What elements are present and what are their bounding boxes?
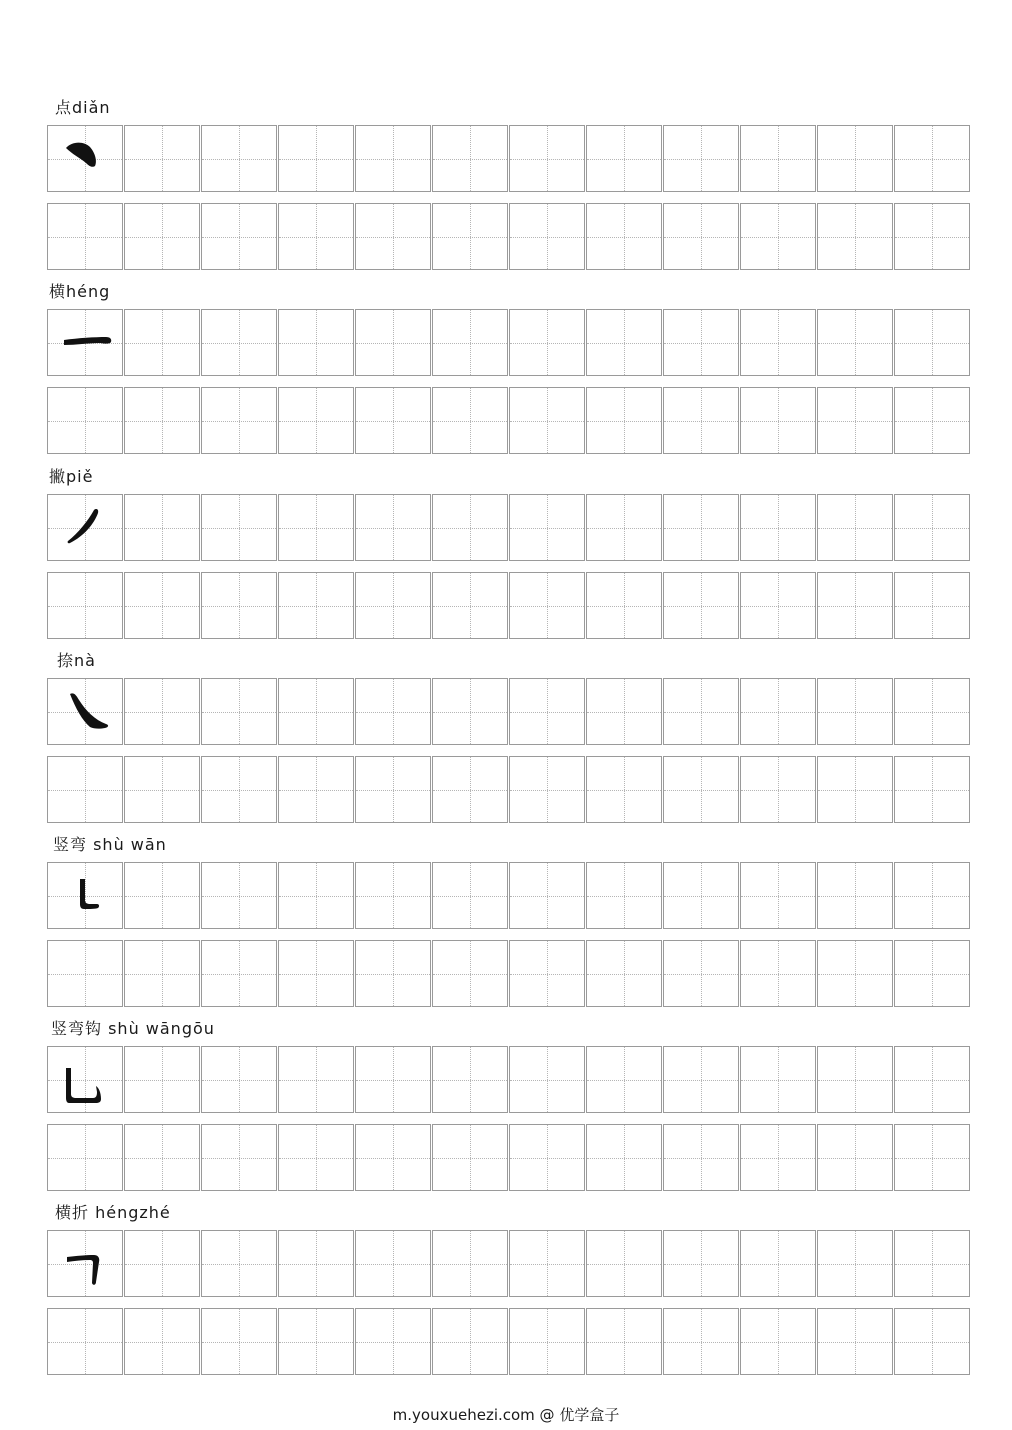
tian-grid-cell[interactable] — [355, 862, 431, 929]
tian-grid-cell[interactable] — [278, 756, 354, 823]
tian-grid-cell[interactable] — [355, 1124, 431, 1191]
tian-grid-cell[interactable] — [278, 125, 354, 192]
tian-grid-cell[interactable] — [124, 756, 200, 823]
tian-grid-cell[interactable] — [740, 125, 816, 192]
tian-grid-cell[interactable] — [663, 1124, 739, 1191]
tian-grid-cell[interactable] — [47, 572, 123, 639]
pie-stroke-icon — [48, 495, 122, 560]
practice-grid-row — [47, 572, 966, 639]
tian-grid-cell[interactable] — [47, 1308, 123, 1375]
tian-grid-cell[interactable] — [586, 203, 662, 270]
tian-grid-cell[interactable] — [817, 309, 893, 376]
tian-grid-cell[interactable] — [124, 940, 200, 1007]
tian-grid-cell[interactable] — [586, 756, 662, 823]
tian-grid-cell[interactable] — [509, 494, 585, 561]
tian-grid-cell[interactable] — [355, 309, 431, 376]
tian-grid-cell[interactable] — [817, 572, 893, 639]
footer-watermark: m.youxuehezi.com @ 优学盒子 — [392, 1406, 620, 1424]
tian-grid-cell[interactable] — [509, 1230, 585, 1297]
stroke-label: 横折 héngzhé — [55, 1203, 171, 1222]
tian-grid-cell[interactable] — [355, 125, 431, 192]
tian-grid-cell[interactable] — [432, 678, 508, 745]
tian-grid-cell[interactable] — [894, 940, 970, 1007]
tian-grid-cell[interactable] — [278, 387, 354, 454]
tian-grid-cell[interactable] — [509, 125, 585, 192]
tian-grid-cell[interactable] — [201, 203, 277, 270]
tian-grid-cell[interactable] — [201, 940, 277, 1007]
tian-grid-cell[interactable] — [201, 862, 277, 929]
practice-grid-row — [47, 1046, 966, 1113]
tian-grid-cell[interactable] — [432, 1124, 508, 1191]
tian-grid-cell[interactable] — [740, 203, 816, 270]
tian-grid-cell[interactable] — [432, 494, 508, 561]
tian-grid-cell[interactable] — [894, 309, 970, 376]
tian-grid-cell[interactable] — [817, 1046, 893, 1113]
tian-grid-cell[interactable] — [201, 494, 277, 561]
practice-grid-row — [47, 203, 966, 270]
tian-grid-cell[interactable] — [124, 309, 200, 376]
practice-grid-row — [47, 494, 966, 561]
practice-grid-row — [47, 125, 966, 192]
dian-stroke-icon — [48, 126, 122, 191]
tian-grid-cell[interactable] — [355, 756, 431, 823]
tian-grid-cell[interactable] — [509, 309, 585, 376]
tian-grid-cell[interactable] — [817, 494, 893, 561]
tian-grid-cell[interactable] — [278, 1230, 354, 1297]
tian-grid-cell[interactable] — [47, 203, 123, 270]
tian-grid-cell[interactable] — [124, 387, 200, 454]
tian-grid-cell[interactable] — [509, 572, 585, 639]
practice-grid-row — [47, 309, 966, 376]
practice-grid-row — [47, 1124, 966, 1191]
stroke-label: 竖弯钩 shù wāngōu — [51, 1019, 215, 1038]
tian-grid-cell[interactable] — [201, 1046, 277, 1113]
tian-grid-cell[interactable] — [509, 756, 585, 823]
tian-grid-cell[interactable] — [509, 1308, 585, 1375]
tian-grid-cell[interactable] — [124, 1046, 200, 1113]
tian-grid-cell[interactable] — [201, 387, 277, 454]
tian-grid-cell[interactable] — [355, 940, 431, 1007]
tian-grid-cell[interactable] — [124, 125, 200, 192]
tian-grid-cell[interactable] — [817, 940, 893, 1007]
tian-grid-cell[interactable] — [663, 309, 739, 376]
tian-grid-cell[interactable] — [124, 572, 200, 639]
tian-grid-cell[interactable] — [894, 678, 970, 745]
tian-grid-cell[interactable] — [278, 1046, 354, 1113]
tian-grid-cell[interactable] — [894, 1046, 970, 1113]
tian-grid-cell[interactable] — [663, 940, 739, 1007]
tian-grid-cell[interactable] — [432, 1046, 508, 1113]
tian-grid-cell[interactable] — [586, 387, 662, 454]
tian-grid-cell[interactable] — [894, 1308, 970, 1375]
tian-grid-cell[interactable] — [509, 1046, 585, 1113]
tian-grid-cell[interactable] — [817, 862, 893, 929]
tian-grid-cell[interactable] — [355, 678, 431, 745]
practice-grid-row — [47, 940, 966, 1007]
tian-grid-cell[interactable] — [663, 572, 739, 639]
tian-grid-cell[interactable] — [894, 1230, 970, 1297]
tian-grid-cell[interactable] — [432, 1230, 508, 1297]
tian-grid-cell[interactable] — [278, 309, 354, 376]
stroke-label: 撇piě — [49, 467, 94, 486]
tian-grid-cell[interactable] — [509, 387, 585, 454]
shuwan-stroke-icon — [48, 863, 122, 928]
tian-grid-cell[interactable] — [124, 1124, 200, 1191]
practice-grid-row — [47, 387, 966, 454]
tian-grid-cell[interactable] — [586, 1046, 662, 1113]
tian-grid-cell[interactable] — [586, 1230, 662, 1297]
tian-grid-cell[interactable] — [278, 1124, 354, 1191]
tian-grid-cell[interactable] — [586, 494, 662, 561]
practice-grid-row — [47, 1308, 966, 1375]
tian-grid-cell[interactable] — [509, 862, 585, 929]
tian-grid-cell[interactable] — [355, 494, 431, 561]
practice-grid-row — [47, 678, 966, 745]
tian-grid-cell[interactable] — [586, 125, 662, 192]
tian-grid-cell[interactable] — [586, 309, 662, 376]
tian-grid-cell[interactable] — [894, 862, 970, 929]
tian-grid-cell[interactable] — [355, 572, 431, 639]
tian-grid-cell[interactable] — [740, 387, 816, 454]
tian-grid-cell[interactable] — [894, 572, 970, 639]
tian-grid-cell[interactable] — [817, 1230, 893, 1297]
tian-grid-cell[interactable] — [278, 1308, 354, 1375]
practice-grid-row — [47, 862, 966, 929]
tian-grid-cell[interactable] — [201, 678, 277, 745]
tian-grid-cell[interactable] — [740, 309, 816, 376]
tian-grid-cell[interactable] — [201, 1230, 277, 1297]
tian-grid-cell[interactable] — [47, 387, 123, 454]
tian-grid-cell[interactable] — [124, 678, 200, 745]
tian-grid-cell[interactable] — [740, 862, 816, 929]
tian-grid-cell[interactable] — [894, 494, 970, 561]
tian-grid-cell[interactable] — [124, 1308, 200, 1375]
tian-grid-cell[interactable] — [201, 1124, 277, 1191]
tian-grid-cell[interactable] — [740, 1046, 816, 1113]
tian-grid-cell[interactable] — [663, 862, 739, 929]
tian-grid-cell[interactable] — [817, 203, 893, 270]
tian-grid-cell[interactable] — [509, 940, 585, 1007]
tian-grid-cell[interactable] — [278, 678, 354, 745]
tian-grid-cell[interactable] — [894, 387, 970, 454]
tian-grid-cell[interactable] — [740, 678, 816, 745]
heng-stroke-icon — [48, 310, 122, 375]
tian-grid-cell[interactable] — [663, 125, 739, 192]
tian-grid-cell[interactable] — [663, 1230, 739, 1297]
tian-grid-cell[interactable] — [509, 1124, 585, 1191]
tian-grid-cell[interactable] — [663, 1308, 739, 1375]
tian-grid-cell[interactable] — [47, 940, 123, 1007]
tian-grid-cell[interactable] — [509, 678, 585, 745]
tian-grid-cell[interactable] — [663, 494, 739, 561]
shuwangou-stroke-icon — [48, 1047, 122, 1112]
tian-grid-cell[interactable] — [663, 387, 739, 454]
tian-grid-cell[interactable] — [355, 1230, 431, 1297]
tian-grid-cell[interactable] — [201, 125, 277, 192]
tian-grid-cell[interactable] — [586, 1308, 662, 1375]
tian-grid-cell[interactable] — [894, 203, 970, 270]
tian-grid-cell[interactable] — [201, 309, 277, 376]
tian-grid-cell[interactable] — [894, 1124, 970, 1191]
tian-grid-cell[interactable] — [432, 203, 508, 270]
tian-grid-cell[interactable] — [355, 1308, 431, 1375]
tian-grid-cell[interactable] — [817, 387, 893, 454]
practice-grid-row — [47, 1230, 966, 1297]
stroke-label: 捺nà — [57, 651, 96, 670]
tian-grid-cell[interactable] — [201, 572, 277, 639]
tian-grid-cell[interactable] — [663, 678, 739, 745]
tian-grid-cell[interactable] — [47, 1124, 123, 1191]
tian-grid-cell[interactable] — [586, 572, 662, 639]
tian-grid-cell[interactable] — [817, 756, 893, 823]
stroke-label: 点diǎn — [55, 98, 111, 117]
tian-grid-cell[interactable] — [278, 203, 354, 270]
tian-grid-cell[interactable] — [509, 203, 585, 270]
tian-grid-cell[interactable] — [817, 1124, 893, 1191]
tian-grid-cell[interactable] — [201, 756, 277, 823]
tian-grid-cell[interactable] — [432, 125, 508, 192]
tian-grid-cell[interactable] — [278, 862, 354, 929]
tian-grid-cell[interactable] — [355, 203, 431, 270]
tian-grid-cell[interactable] — [817, 1308, 893, 1375]
tian-grid-cell[interactable] — [663, 203, 739, 270]
tian-grid-cell[interactable] — [894, 125, 970, 192]
tian-grid-cell[interactable] — [740, 1230, 816, 1297]
practice-grid-row — [47, 756, 966, 823]
tian-grid-cell[interactable] — [740, 494, 816, 561]
stroke-label: 竖弯 shù wān — [53, 835, 167, 854]
tian-grid-cell[interactable] — [740, 940, 816, 1007]
tian-grid-cell[interactable] — [586, 940, 662, 1007]
tian-grid-cell[interactable] — [124, 862, 200, 929]
tian-grid-cell[interactable] — [740, 756, 816, 823]
tian-grid-cell[interactable] — [663, 756, 739, 823]
tian-grid-cell[interactable] — [278, 940, 354, 1007]
tian-grid-cell[interactable] — [817, 678, 893, 745]
tian-grid-cell[interactable] — [355, 387, 431, 454]
tian-grid-cell[interactable] — [817, 125, 893, 192]
tian-grid-cell[interactable] — [586, 678, 662, 745]
tian-grid-cell[interactable] — [432, 756, 508, 823]
tian-grid-cell[interactable] — [740, 572, 816, 639]
tian-grid-cell[interactable] — [432, 387, 508, 454]
tian-grid-cell[interactable] — [278, 494, 354, 561]
tian-grid-cell[interactable] — [124, 1230, 200, 1297]
stroke-label: 横héng — [49, 282, 111, 301]
tian-grid-cell[interactable] — [586, 1124, 662, 1191]
tian-grid-cell[interactable] — [432, 862, 508, 929]
tian-grid-cell[interactable] — [432, 1308, 508, 1375]
tian-grid-cell[interactable] — [124, 203, 200, 270]
tian-grid-cell[interactable] — [47, 756, 123, 823]
na-stroke-icon — [48, 679, 122, 744]
tian-grid-cell[interactable] — [432, 572, 508, 639]
tian-grid-cell[interactable] — [124, 494, 200, 561]
tian-grid-cell[interactable] — [355, 1046, 431, 1113]
tian-grid-cell[interactable] — [586, 862, 662, 929]
tian-grid-cell[interactable] — [740, 1308, 816, 1375]
tian-grid-cell[interactable] — [201, 1308, 277, 1375]
tian-grid-cell[interactable] — [894, 756, 970, 823]
tian-grid-cell[interactable] — [432, 309, 508, 376]
tian-grid-cell[interactable] — [740, 1124, 816, 1191]
hengzhe-stroke-icon — [48, 1231, 122, 1296]
tian-grid-cell[interactable] — [278, 572, 354, 639]
tian-grid-cell[interactable] — [432, 940, 508, 1007]
tian-grid-cell[interactable] — [663, 1046, 739, 1113]
